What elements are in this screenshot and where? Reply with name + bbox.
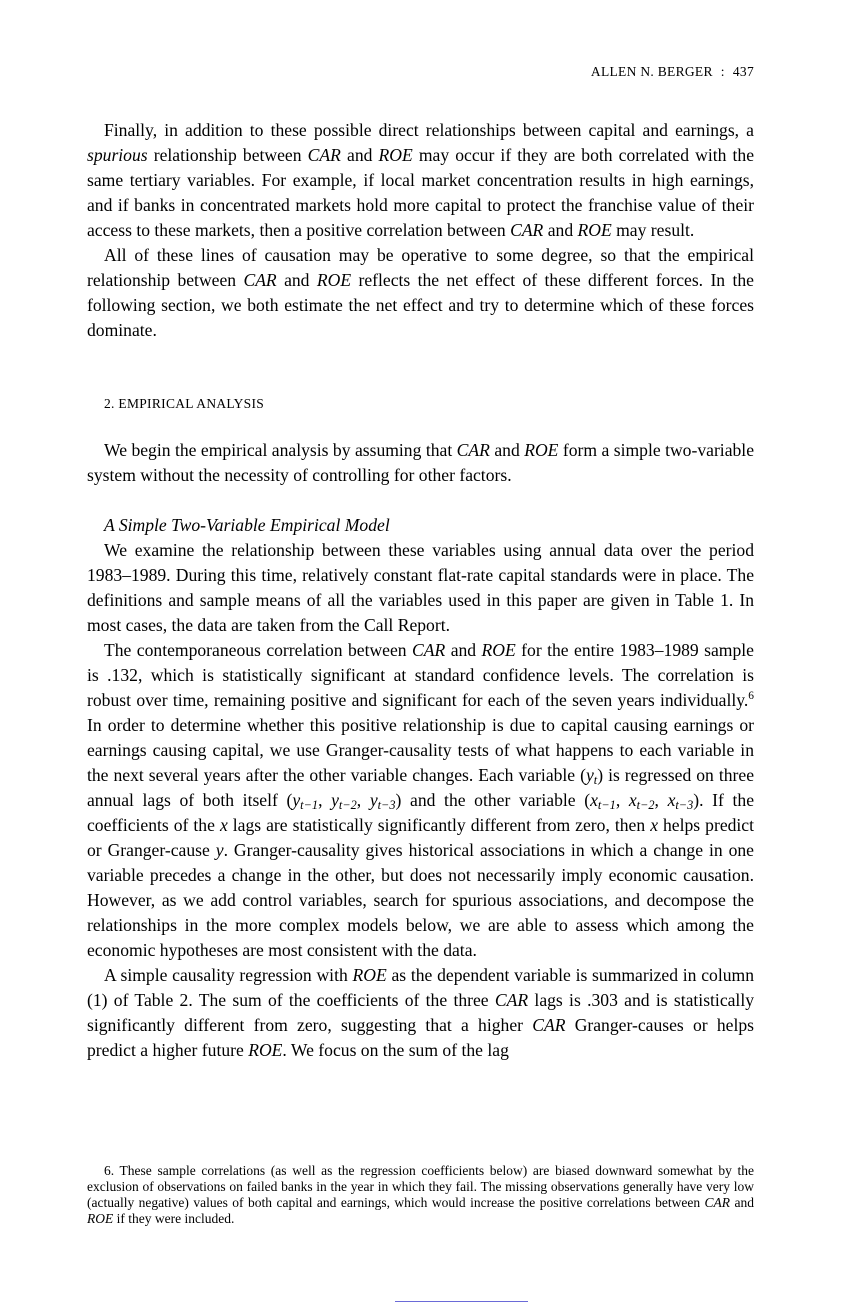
running-head-author: ALLEN N. BERGER [590,64,713,79]
running-head [591,64,754,80]
running-head-separator: : [720,64,725,79]
paragraph-causality-regression: A simple causality regression with ROE as the dependent variable is summarized in column (1) of Table 2. The sum of the coefficients of the three CAR lags is .303 and is statistically significantly different from zero, suggesting that a higher CAR Granger-causes or helps predict a higher future ROE. We focus on the sum of the lag [87,965,755,1060]
footnote-text: 6. These sample correlations (as well as the regression coefficients below) are biased downward somewhat by the exclusion of observations on failed banks in the year in which they fail. The missing observations generally have very low (actually negative) values of both capital and earnings, which would increase the positive correlations between CAR and ROE if they were included. [87,1163,754,1226]
footnote-marker: 6 [748,690,754,703]
paragraph-annual-data: We examine the relationship between these variables using annual data over the period 1983–1989. During this time, relatively constant flat-rate capital standards were in place. The definitions and sample means of all the variables used in this paper are given in Table 1. In most cases, the data are taken from the Call Report. [87,540,754,635]
paragraph-lines-of-causation: All of these lines of causation may be operative to some degree, so that the empirical relationship between CAR and ROE reflects the net effect of these different forces. In the following section, we both estimate the net effect and try to determine which of these forces dominate. [87,245,754,340]
bottom-rule [395,1301,528,1302]
subsection-heading: A Simple Two-Variable Empirical Model [104,515,390,535]
paragraph-correlation-granger: The contemporaneous correlation between CAR and ROE for the entire 1983–1989 sample is .132, which is statistically significant at standard confidence levels. The correlation is robust over time, remaining positive and significant for each of the seven years individually.$^6$ In order to determine whether this positive relationship is due to capital causing earnings or earnings causing capital, we use Granger-causality tests of what happens to each variable in the next several years after the other variable changes. Each variable $(y_t)$ is regressed on three annual lags of both itself ($y_{t-1}$, $y_{t-2}$, $y_{t-3}$) and the other variable ($x_{t-1}$, $x_{t-2}$, $x_{t-3}$). If the coefficients of the x lags are statistically significantly different from zero, then x helps predict or Granger-cause y. Granger-causality gives historical associations in which a change in one variable precedes a change in the other, but does not necessarily imply economic causation. However, as we add control variables, search for spurious associations, and decompose the relationships in the more complex models below, we are able to assess which among the economic hypotheses are most consistent with the data. [87,640,755,960]
page-number: 437 [732,64,754,79]
paragraph-empirical-intro: We begin the empirical analysis by assuming that CAR and ROE form a simple two-variable system without the necessity of controlling for other factors. [87,440,754,485]
footnote-6 [87,1163,754,1227]
body-text [87,118,754,1063]
paragraph-spurious-relationship: Finally, in addition to these possible direct relationships between capital and earnings, a spurious relationship between CAR and ROE may occur if they are both correlated with the same tertiary variables. For example, if local market concentration results in high earnings, and if banks in concentrated markets hold more capital to protect the franchise value of their access to these markets, then a positive correlation between CAR and ROE may result. [87,120,755,240]
section-heading: 2. EMPIRICAL ANALYSIS [104,396,265,411]
